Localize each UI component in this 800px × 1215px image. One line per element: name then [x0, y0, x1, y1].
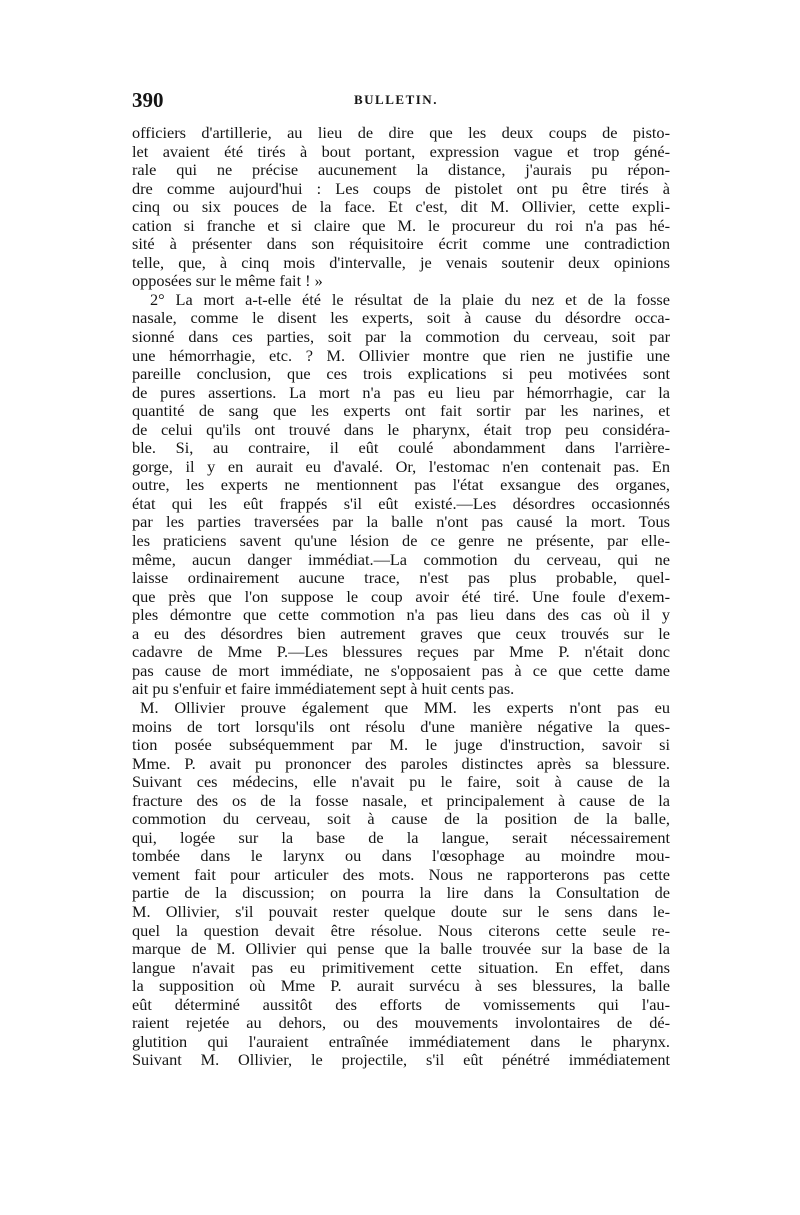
text-line: eût déterminé aussitôt des efforts de vomissements qui l'au-: [132, 995, 670, 1014]
text-line: Mme. P. avait pu prononcer des paroles distinctes après sa blessure.: [132, 754, 670, 773]
text-line: même, aucun danger immédiat.—La commotion du cerveau, qui ne: [132, 550, 670, 569]
text-line: pareille conclusion, que ces trois explications si peu motivées sont: [132, 365, 670, 384]
text-line: tion posée subséquemment par M. le juge d'instruction, savoir si: [132, 736, 670, 755]
text-line: pas cause de mort immédiate, ne s'opposaient pas à ce que cette dame: [132, 661, 670, 680]
text-line: quel la question devait être résolue. Nous citerons cette seule re-: [132, 921, 670, 940]
text-line: de celui qu'ils ont trouvé dans le pharynx, était trop peu considéra-: [132, 420, 670, 439]
text-line: outre, les experts ne mentionnent pas l'état exsangue des organes,: [132, 476, 670, 495]
text-line: marque de M. Ollivier qui pense que la balle trouvée sur la base de la: [132, 940, 670, 959]
text-line: ples démontre que cette commotion n'a pas lieu dans des cas où il y: [132, 606, 670, 625]
page-header: [132, 88, 672, 112]
text-line: let avaient été tirés à bout portant, expression vague et trop géné-: [132, 142, 670, 161]
text-line: M. Ollivier, s'il pouvait rester quelque doute sur le sens dans le-: [132, 902, 670, 921]
text-line: sionné dans ces parties, soit par la commotion du cerveau, soit par: [132, 328, 670, 347]
text-line: rale qui ne précise aucunement la distance, j'aurais pu répon-: [132, 161, 670, 180]
text-line: Suivant ces médecins, elle n'avait pu le faire, soit à cause de la: [132, 773, 670, 792]
text-line: raient rejetée au dehors, ou des mouvements involontaires de dé-: [132, 1014, 670, 1033]
text-line: que près que l'on suppose le coup avoir été tiré. Une foule d'exem-: [132, 587, 670, 606]
text-line: telle, que, à cinq mois d'intervalle, je venais soutenir deux opinions: [132, 253, 670, 272]
text-line: langue n'avait pas eu primitivement cette situation. En effet, dans: [132, 958, 670, 977]
text-line: cinq ou six pouces de la face. Et c'est, dit M. Ollivier, cette expli-: [132, 198, 670, 217]
text-line: les praticiens savent qu'une lésion de ce genre ne présente, par elle-: [132, 532, 670, 551]
text-line: a eu des désordres bien autrement graves que ceux trouvés sur le: [132, 624, 670, 643]
text-line: partie de la discussion; on pourra la lire dans la Consultation de: [132, 884, 670, 903]
text-line: M. Ollivier prouve également que MM. les experts n'ont pas eu: [140, 698, 670, 717]
text-line: moins de tort lorsqu'ils ont résolu d'une manière négative la ques-: [132, 717, 670, 736]
text-line: cation si franche et si claire que M. le procureur du roi n'a pas hé-: [132, 216, 670, 235]
text-line: cadavre de Mme P.—Les blessures reçues par Mme P. n'était donc: [132, 643, 670, 662]
text-line: tombée dans le larynx ou dans l'œsophage au moindre mou-: [132, 847, 670, 866]
text-line: qui, logée sur la base de la langue, serait nécessairement: [132, 828, 670, 847]
text-line: une hémorrhagie, etc. ? M. Ollivier montre que rien ne justifie une: [132, 346, 670, 365]
text-line: la supposition où Mme P. aurait survécu à ses blessures, la balle: [132, 977, 670, 996]
running-title: BULLETIN.: [354, 92, 438, 107]
body-text: [132, 124, 670, 1070]
text-line: officiers d'artillerie, au lieu de dire que les deux coups de pisto-: [132, 124, 670, 142]
page-number: 390: [132, 88, 164, 112]
text-line: de pures assertions. La mort n'a pas eu lieu par hémorrhagie, car la: [132, 383, 670, 402]
text-line: ble. Si, au contraire, il eût coulé abondamment dans l'arrière-: [132, 439, 670, 458]
text-line: par les parties traversées par la balle n'ont pas causé la mort. Tous: [132, 513, 670, 532]
text-line: commotion du cerveau, soit à cause de la position de la balle,: [132, 810, 670, 829]
text-line: ait pu s'enfuir et faire immédiatement sept à huit cents pas.: [132, 680, 515, 699]
text-line: dre comme aujourd'hui : Les coups de pistolet ont pu être tirés à: [132, 179, 670, 198]
text-line: nasale, comme le disent les experts, soit à cause du désordre occa-: [132, 309, 670, 328]
text-line: 2° La mort a-t-elle été le résultat de la plaie du nez et de la fosse: [150, 290, 670, 309]
text-line: laisse ordinairement aucune trace, n'est pas plus probable, quel-: [132, 569, 670, 588]
text-line: glutition qui l'auraient entraînée immédiatement dans le pharynx.: [132, 1032, 670, 1051]
text-line: sité à présenter dans son réquisitoire écrit comme une contradiction: [132, 235, 670, 254]
text-line: quantité de sang que les experts ont fait sortir par les narines, et: [132, 402, 670, 421]
text-line: opposées sur le même fait ! »: [132, 272, 323, 291]
text-line: fracture des os de la fosse nasale, et principalement à cause de la: [132, 791, 670, 810]
text-line: état qui les eût frappés s'il eût existé.—Les désordres occasionnés: [132, 494, 670, 513]
text-line: vement fait pour articuler des mots. Nous ne rapporterons pas cette: [132, 865, 670, 884]
text-line: gorge, il y en aurait eu d'avalé. Or, l'estomac n'en contenait pas. En: [132, 457, 670, 476]
text-line: Suivant M. Ollivier, le projectile, s'il eût pénétré immédiatement: [132, 1051, 670, 1070]
